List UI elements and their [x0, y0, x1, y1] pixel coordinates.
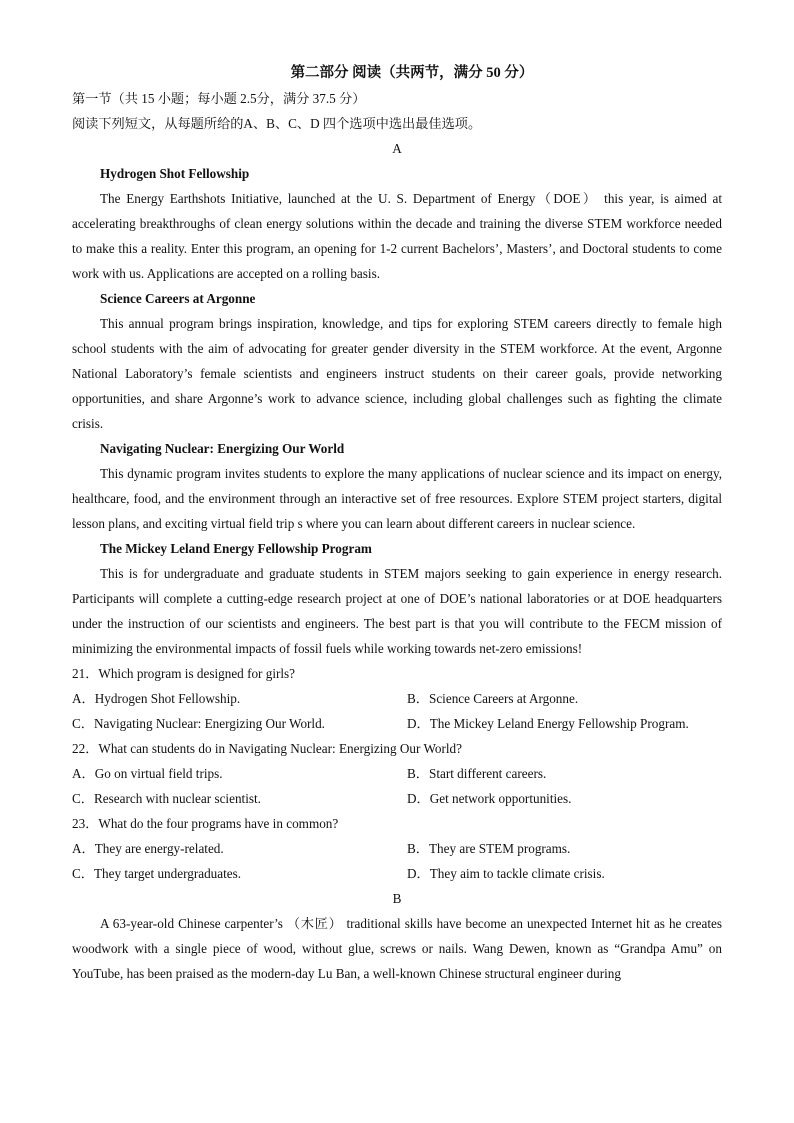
option-c: C．They target undergraduates.	[72, 866, 242, 881]
answer-options	[72, 761, 722, 811]
passage-b-label: B	[392, 891, 402, 906]
option-a: A．Hydrogen Shot Fellowship.	[72, 691, 241, 706]
passage-b-text: A 63-year-old Chinese carpenter’s （木匠） traditional skills have become an unexpected Internet hit as he creates woodwork with a single piece of wood, without glue, screws or nails. Wang Dewen, known as “Grandpa Amu” on YouTube, has been praised as the modern-day Lu Ban, a well-known Chinese structural engineer during	[72, 916, 722, 981]
option-d: D．They aim to tackle climate crisis.	[407, 866, 605, 881]
program-description: This is for undergraduate and graduate students in STEM majors seeking to gain experience in energy research. Participants will complete a cutting-edge research project at one of DOE’s national laboratories or at DOE headquarters under the instruction of our scientists and engineers. The best part is that you will contribute to the FECM mission of minimizing the environmental impacts of fossil fuels while working towards net-zero emissions!	[72, 566, 722, 656]
option-b: B．Start different careers.	[407, 766, 547, 781]
question-stem: 22．What can students do in Navigating Nuclear: Energizing Our World?	[72, 741, 462, 756]
document-page	[72, 60, 722, 986]
instruction-text: 阅读下列短文，从每题所给的A、B、C、D 四个选项中选出最佳选项。	[72, 116, 482, 131]
section-info: 第一节（共 15 小题；每小题 2.5分，满分 37.5 分）	[72, 91, 366, 106]
answer-options	[72, 836, 722, 886]
answer-options	[72, 686, 722, 736]
program-title: Navigating Nuclear: Energizing Our World	[100, 441, 345, 456]
part-title: 第二部分 阅读（共两节，满分 50 分）	[290, 65, 534, 81]
option-c: C．Research with nuclear scientist.	[72, 791, 261, 806]
option-d: D．The Mickey Leland Energy Fellowship Program.	[407, 716, 689, 731]
question-stem: 21．Which program is designed for girls?	[72, 666, 296, 681]
passage-a-label: A	[392, 141, 402, 156]
program-title: Hydrogen Shot Fellowship	[100, 166, 250, 181]
option-a: A．They are energy-related.	[72, 841, 224, 856]
question-stem: 23．What do the four programs have in common?	[72, 816, 339, 831]
program-title: The Mickey Leland Energy Fellowship Program	[100, 541, 372, 556]
program-title: Science Careers at Argonne	[100, 291, 256, 306]
option-c: C．Navigating Nuclear: Energizing Our World.	[72, 716, 325, 731]
option-b: B．They are STEM programs.	[407, 841, 571, 856]
option-b: B．Science Careers at Argonne.	[407, 691, 579, 706]
program-description: The Energy Earthshots Initiative, launched at the U. S. Department of Energy（DOE） this year, is aimed at accelerating breakthroughs of clean energy solutions within the decade and training the diverse STEM workforce needed to make this a reality. Enter this program, an opening for 1-2 current Bachelors’, Masters’, and Doctoral students to come work with us. Applications are accepted on a rolling basis.	[72, 191, 722, 281]
option-d: D．Get network opportunities.	[407, 791, 572, 806]
option-a: A．Go on virtual field trips.	[72, 766, 223, 781]
program-description: This annual program brings inspiration, knowledge, and tips for exploring STEM careers directly to female high school students with the aim of advocating for greater gender diversity in the STEM workforce. At the event, Argonne National Laboratory’s female scientists and engineers instruct students on their career goals, provide networking opportunities, and share Argonne’s work to advance science, including global challenges such as fighting the climate crisis.	[72, 316, 722, 431]
program-description: This dynamic program invites students to explore the many applications of nuclear science and its impact on energy, healthcare, food, and the environment through an interactive set of free resources. Explore STEM project starters, digital lesson plans, and exciting virtual field trip s where you can learn about different careers in nuclear science.	[72, 466, 722, 531]
